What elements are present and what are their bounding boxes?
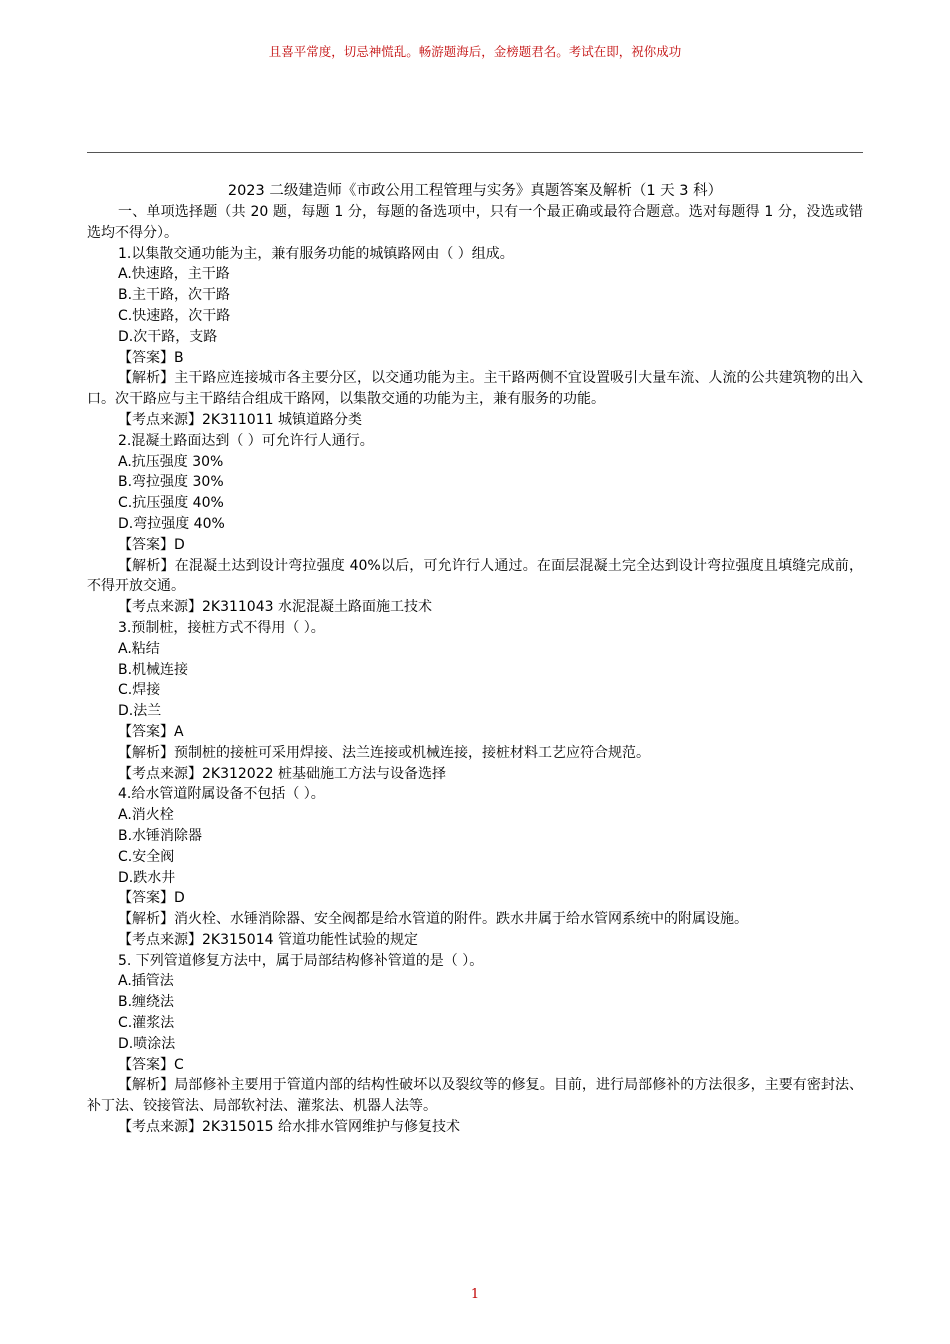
answer-analysis: 【解析】预制桩的接桩可采用焊接、法兰连接或机械连接，接桩材料工艺应符合规范。 bbox=[118, 744, 650, 761]
question-block bbox=[87, 784, 863, 950]
answer-option: D.弯拉强度 40% bbox=[118, 515, 225, 532]
question-stem: 5. 下列管道修复方法中，属于局部结构修补管道的是（ ）。 bbox=[118, 952, 484, 969]
answer-option: A.插管法 bbox=[118, 973, 174, 990]
question-block bbox=[87, 951, 863, 1138]
answer-option: C.快速路，次干路 bbox=[118, 307, 231, 324]
answer-key: 【答案】D bbox=[118, 536, 185, 553]
answer-option: C.安全阀 bbox=[118, 848, 175, 865]
question-stem: 2.混凝土路面达到（ ）可允许行人通行。 bbox=[118, 432, 374, 449]
question-stem: 3.预制桩，接桩方式不得用（ ）。 bbox=[118, 619, 325, 636]
answer-option: C.抗压强度 40% bbox=[118, 495, 224, 512]
answer-option: B.缠绕法 bbox=[118, 994, 175, 1011]
answer-option: C.灌浆法 bbox=[118, 1015, 175, 1032]
exam-point-source: 【考点来源】2K315014 管道功能性试验的规定 bbox=[118, 931, 418, 948]
question-stem: 4.给水管道附属设备不包括（ ）。 bbox=[118, 786, 325, 803]
section-intro: 一、单项选择题（共 20 题，每题 1 分，每题的备选项中，只有一个最正确或最符合题意。选对每题得 1 分，没选或错选均不得分）。 bbox=[87, 204, 863, 241]
answer-option: C.焊接 bbox=[118, 682, 161, 699]
answer-option: B.水锤消除器 bbox=[118, 827, 203, 844]
answer-option: B.主干路，次干路 bbox=[118, 287, 231, 304]
answer-analysis: 【解析】在混凝土达到设计弯拉强度 40%以后，可允许行人通过。在面层混凝土完全达到设计弯拉强度且填缝完成前，不得开放交通。 bbox=[87, 557, 863, 595]
exam-point-source: 【考点来源】2K311043 水泥混凝土路面施工技术 bbox=[118, 599, 432, 616]
answer-analysis: 【解析】主干路应连接城市各主要分区，以交通功能为主。主干路两侧不宜设置吸引大量车流、人流的公共建筑物的出入口。次干路应与主干路结合组成干路网，以集散交通的功能为主，兼有服务的功能。 bbox=[87, 370, 863, 408]
answer-option: B.机械连接 bbox=[118, 661, 189, 678]
answer-option: D.法兰 bbox=[118, 703, 162, 720]
answer-key: 【答案】C bbox=[118, 1056, 184, 1073]
answer-option: D.次干路，支路 bbox=[118, 328, 218, 345]
header-motto: 且喜平常度，切忌神慌乱。畅游题海后，金榜题君名。考试在即，祝你成功 bbox=[268, 44, 682, 59]
answer-option: A.粘结 bbox=[118, 640, 160, 657]
answer-option: B.弯拉强度 30% bbox=[118, 474, 224, 491]
exam-point-source: 【考点来源】2K311011 城镇道路分类 bbox=[118, 411, 362, 428]
answer-option: A.抗压强度 30% bbox=[118, 453, 224, 470]
answer-option: D.喷涂法 bbox=[118, 1035, 176, 1052]
exam-point-source: 【考点来源】2K315015 给水排水管网维护与修复技术 bbox=[118, 1119, 460, 1136]
answer-key: 【答案】D bbox=[118, 890, 185, 907]
answer-analysis: 【解析】局部修补主要用于管道内部的结构性破坏以及裂纹等的修复。目前，进行局部修补的方法很多，主要有密封法、补丁法、铰接管法、局部软衬法、灌浆法、机器人法等。 bbox=[87, 1077, 863, 1115]
document-body bbox=[87, 181, 863, 1138]
answer-option: A.消火栓 bbox=[118, 807, 174, 824]
header-divider bbox=[87, 152, 863, 153]
document-title: 2023 二级建造师《市政公用工程管理与实务》真题答案及解析（1 天 3 科） bbox=[227, 183, 723, 199]
question-list bbox=[87, 244, 863, 1138]
page-number: 1 bbox=[470, 1287, 480, 1302]
answer-option: D.跌水井 bbox=[118, 869, 176, 886]
question-block bbox=[87, 431, 863, 618]
answer-key: 【答案】A bbox=[118, 723, 184, 740]
exam-point-source: 【考点来源】2K312022 桩基础施工方法与设备选择 bbox=[118, 765, 446, 782]
question-stem: 1.以集散交通功能为主，兼有服务功能的城镇路网由（ ）组成。 bbox=[118, 245, 514, 262]
answer-option: A.快速路，主干路 bbox=[118, 266, 230, 283]
answer-key: 【答案】B bbox=[118, 349, 184, 366]
answer-analysis: 【解析】消火栓、水锤消除器、安全阀都是给水管道的附件。跌水井属于给水管网系统中的附属设施。 bbox=[118, 911, 748, 928]
question-block bbox=[87, 244, 863, 431]
question-block bbox=[87, 618, 863, 784]
